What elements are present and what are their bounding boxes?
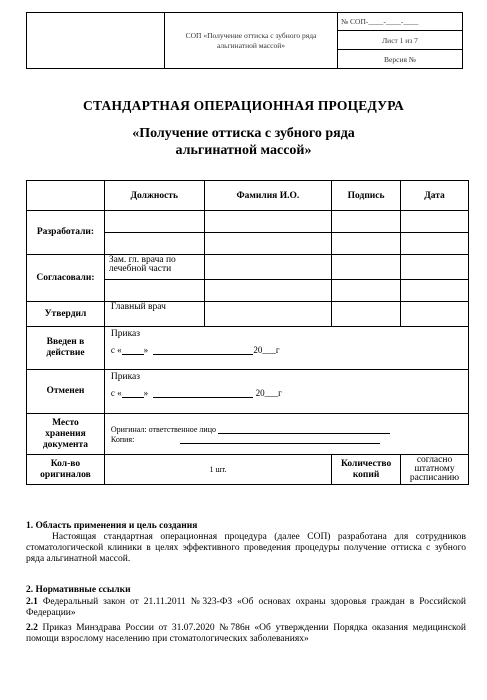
header-title: СОП «Получение оттиска с зубного ряда альгинатной массой» (185, 30, 317, 50)
header-logo-cell (27, 13, 165, 69)
approved-date[interactable] (401, 302, 469, 327)
introduced-order-cell (104, 327, 468, 370)
row-label-originals-count: Кол-во оригиналов (27, 455, 105, 485)
cancelled-order-cell (104, 370, 468, 414)
approval-table (26, 180, 469, 485)
agreed-date-1[interactable] (401, 255, 469, 280)
agreed-signature-2[interactable] (332, 280, 401, 302)
row-label-developed: Разработали: (27, 211, 105, 255)
corner-cell (27, 181, 105, 211)
introduced-day-field[interactable] (122, 346, 144, 355)
agreed-position: Зам. гл. врача по лечебной части (104, 255, 204, 280)
developed-name-2[interactable] (204, 233, 332, 255)
approved-signature[interactable] (332, 302, 401, 327)
page-title: СТАНДАРТНАЯ ОПЕРАЦИОННАЯ ПРОЦЕДУРА (83, 98, 404, 113)
row-label-storage: Место хранения документа (27, 414, 105, 455)
storage-cell (104, 414, 468, 455)
storage-original-field[interactable] (218, 425, 390, 434)
cancelled-order-line: с « » 20___г (110, 388, 282, 398)
section-1-text: Настоящая стандартная операционная процедура (далее СОП) разработана для сотрудников стоматологической клиники в целях эффективного проведения процедуры получение оттиска с зубного ряда альгинатной массой. (26, 532, 466, 564)
row-label-introduced: Введен в действие (27, 327, 105, 370)
section-2-item-1 (26, 597, 466, 619)
developed-date-2[interactable] (401, 233, 469, 255)
row-label-agreed: Согласовали: (27, 255, 105, 302)
col-header-signature: Подпись (332, 181, 401, 211)
cancelled-month-field[interactable] (153, 389, 253, 398)
developed-signature-2[interactable] (332, 233, 401, 255)
introduced-order-label: Приказ (110, 329, 141, 339)
agreed-position-2[interactable] (104, 280, 204, 302)
storage-copy-label: Копия: (110, 434, 135, 444)
section-2-item-2-number: 2.2 (26, 623, 38, 633)
cancelled-day-field[interactable] (122, 389, 144, 398)
page-subtitle-2: альгинатной массой» (175, 143, 312, 158)
section-1-title: 1. Область применения и цель создания (26, 521, 198, 531)
approved-name[interactable] (204, 302, 332, 327)
storage-copy-line (111, 435, 462, 444)
header-sheet: Лист 1 из 7 (338, 31, 463, 50)
section-2-item-2-text: Приказ Минздрава России от 31.07.2020 №786н «Об утверждении Порядка оказания медицинской помощи взрослому населению при стоматологических заболеваниях» (26, 623, 467, 644)
row-label-cancelled: Отменен (27, 370, 105, 414)
row-label-approved: Утвердил (27, 302, 105, 327)
introduced-month-field[interactable] (153, 346, 253, 355)
developed-position-2[interactable] (104, 233, 204, 255)
storage-copy-field[interactable] (180, 435, 380, 444)
introduced-order-line: с « » 20___г (110, 345, 280, 355)
copies-count-label: Количество копий (332, 455, 401, 485)
agreed-signature-1[interactable] (332, 255, 401, 280)
developed-signature-1[interactable] (332, 211, 401, 233)
agreed-date-2[interactable] (401, 280, 469, 302)
header-sop-number: № СОП-____-____-____ (338, 13, 463, 31)
col-header-date: Дата (401, 181, 469, 211)
section-2-title: 2. Нормативные ссылки (26, 585, 131, 595)
storage-original-label: Оригинал: ответственное лицо (110, 424, 216, 434)
originals-count-value: 1 шт. (104, 455, 331, 485)
copies-count-value: согласно штатному расписанию (401, 455, 469, 485)
developed-date-1[interactable] (401, 211, 469, 233)
document-header (26, 12, 463, 69)
cancelled-order-label: Приказ (110, 372, 141, 382)
page-subtitle-1: «Получение оттиска с зубного ряда (132, 126, 355, 141)
section-2-item-1-number: 2.1 (26, 597, 38, 607)
col-header-name: Фамилия И.О. (204, 181, 332, 211)
approved-position: Главный врач (104, 302, 204, 327)
cancelled-from-label: с « (110, 388, 122, 398)
col-header-position: Должность (104, 181, 204, 211)
cancelled-year-suffix: 20___г (255, 388, 282, 398)
header-center-cell (165, 13, 338, 69)
section-2-item-1-text: Федеральный закон от 21.11.2011 №323-ФЗ «Об основах охраны здоровья граждан в Российской Федерации» (26, 597, 467, 618)
section-2-item-2 (26, 623, 466, 645)
developed-position-1[interactable] (104, 211, 204, 233)
header-version: Версия № (338, 50, 463, 69)
developed-name-1[interactable] (204, 211, 332, 233)
introduced-year-suffix: 20___г (253, 345, 280, 355)
storage-original-line (111, 425, 462, 434)
agreed-name-1[interactable] (204, 255, 332, 280)
introduced-from-label: с « (110, 345, 122, 355)
agreed-name-2[interactable] (204, 280, 332, 302)
